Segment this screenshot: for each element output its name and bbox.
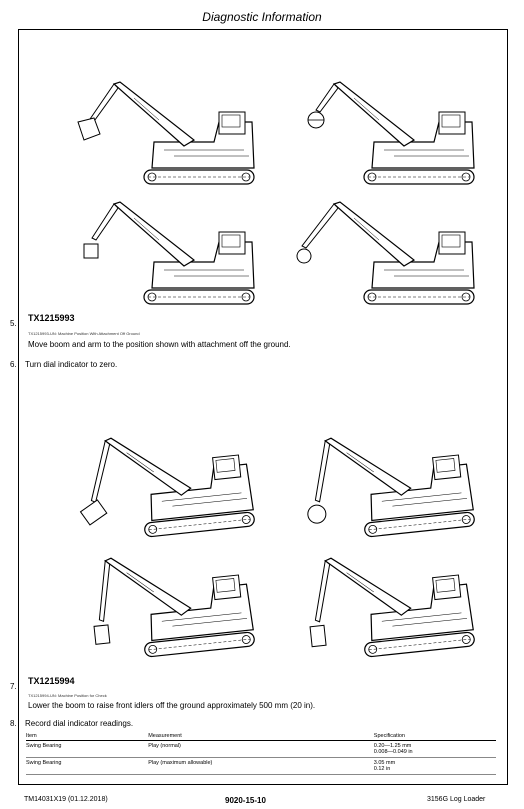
footer-page-number: 9020-15-10 bbox=[225, 796, 266, 805]
figure-tx1215993 bbox=[34, 62, 494, 312]
step-number: 5. bbox=[10, 319, 17, 328]
spec-imperial: 0.008—0.049 in bbox=[373, 749, 413, 755]
table-cell: Swing Bearing bbox=[26, 758, 148, 775]
step-number: 6. bbox=[10, 360, 17, 369]
figure-caption: TX1215993-UN: Machine Position With Attachment Off Ground bbox=[28, 331, 140, 336]
step-text: Move boom and arm to the position shown with attachment off the ground. bbox=[28, 340, 291, 349]
table-header-row bbox=[26, 732, 496, 741]
spec-metric: 3.05 mm bbox=[373, 760, 396, 766]
figure-tx1215994 bbox=[34, 420, 494, 670]
step-text: Lower the boom to raise front idlers off the ground approximately 500 mm (20 in). bbox=[28, 701, 316, 710]
spec-imperial: 0.12 in bbox=[373, 766, 391, 772]
figure-code: TX1215993 bbox=[28, 313, 75, 323]
table-row bbox=[26, 758, 496, 775]
step-number: 7. bbox=[10, 682, 17, 691]
table-row bbox=[26, 741, 496, 758]
footer-rule bbox=[18, 784, 508, 785]
column-header: Specification bbox=[374, 732, 496, 741]
footer-doc-id: TM14031X19 (01.12.2018) bbox=[24, 796, 108, 803]
step-text: Record dial indicator readings. bbox=[25, 719, 134, 728]
specification-table bbox=[26, 732, 496, 775]
table-cell bbox=[374, 758, 496, 775]
column-header: Measurement bbox=[148, 732, 374, 741]
table-cell bbox=[374, 741, 496, 758]
spec-metric: 0.20—1.25 mm bbox=[373, 743, 412, 749]
figure-caption: TX1215994-UN: Machine Position for Check bbox=[28, 693, 107, 698]
figure-code: TX1215994 bbox=[28, 676, 75, 686]
footer-product: 3156G Log Loader bbox=[427, 796, 486, 803]
table-cell: Play (normal) bbox=[148, 741, 374, 758]
table-cell: Play (maximum allowable) bbox=[148, 758, 374, 775]
step-text: Turn dial indicator to zero. bbox=[25, 360, 118, 369]
column-header: Item bbox=[26, 732, 148, 741]
table-cell: Swing Bearing bbox=[26, 741, 148, 758]
page-header: Diagnostic Information bbox=[202, 10, 322, 24]
step-number: 8. bbox=[10, 719, 17, 728]
